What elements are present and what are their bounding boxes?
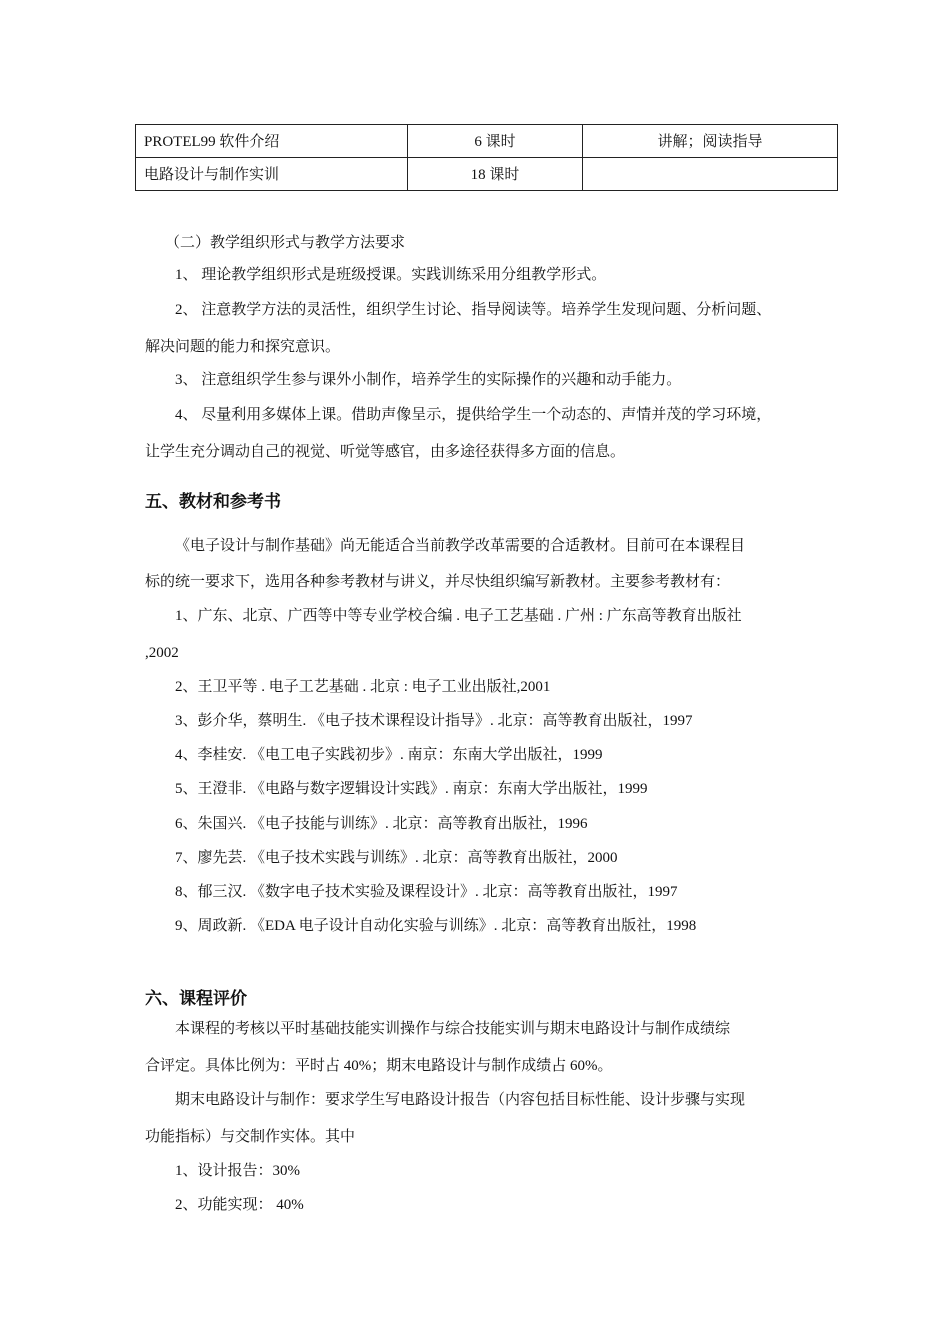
- reference-item: 5、王澄非. 《电路与数字逻辑设计实践》. 南京：东南大学出版社，1999: [175, 781, 648, 797]
- paragraph: 本课程的考核以平时基础技能实训操作与综合技能实训与期末电路设计与制作成绩综: [175, 1021, 731, 1037]
- table-cell: 18 课时: [408, 158, 583, 191]
- list-item: 2、 注意教学方法的灵活性，组织学生讨论、指导阅读等。培养学生发现问题、分析问题、: [175, 302, 772, 318]
- list-item: 2、功能实现： 40%: [175, 1197, 304, 1213]
- reference-item: 4、李桂安. 《电工电子实践初步》. 南京：东南大学出版社，1999: [175, 747, 603, 763]
- table-cell: 6 课时: [408, 125, 583, 158]
- list-item: 1、 理论教学组织形式是班级授课。实践训练采用分组教学形式。: [175, 267, 607, 283]
- table-row: [136, 125, 838, 158]
- table-cell: [583, 158, 838, 191]
- paragraph: 期末电路设计与制作：要求学生写电路设计报告（内容包括目标性能、设计步骤与实现: [175, 1092, 746, 1108]
- reference-item: 3、彭介华，蔡明生. 《电子技术课程设计指导》. 北京：高等教育出版社，1997: [175, 713, 693, 729]
- list-item: 1、设计报告：30%: [175, 1163, 300, 1179]
- paragraph: 合评定。具体比例为：平时占 40%；期末电路设计与制作成绩占 60%。: [145, 1058, 613, 1074]
- table-cell: 电路设计与制作实训: [136, 158, 408, 191]
- list-item-continuation: 让学生充分调动自己的视觉、听觉等感官，由多途径获得多方面的信息。: [145, 444, 626, 460]
- paragraph: 功能指标）与交制作实体。其中: [145, 1129, 356, 1145]
- reference-item: 6、朱国兴. 《电子技能与训练》. 北京：高等教育出版社，1996: [175, 816, 588, 832]
- list-item-continuation: 解决问题的能力和探究意识。: [145, 339, 341, 355]
- reference-item: 1、广东、北京、广西等中等专业学校合编 . 电子工艺基础 . 广州 : 广东高等教育出版社: [175, 608, 742, 624]
- subsection-title: （二）教学组织形式与教学方法要求: [165, 235, 406, 251]
- table-cell: PROTEL99 软件介绍: [136, 125, 408, 158]
- paragraph: 《电子设计与制作基础》尚无能适合当前教学改革需要的合适教材。目前可在本课程目: [175, 538, 746, 554]
- list-item: 4、 尽量利用多媒体上课。借助声像呈示，提供给学生一个动态的、声情并茂的学习环境，: [175, 407, 772, 423]
- paragraph: 标的统一要求下，选用各种参考教材与讲义，并尽快组织编写新教材。主要参考教材有：: [145, 574, 731, 590]
- reference-item: 8、郁三汉. 《数字电子技术实验及课程设计》. 北京：高等教育出版社，1997: [175, 884, 678, 900]
- table-cell: 讲解；阅读指导: [583, 125, 838, 158]
- section-heading: 六、课程评价: [145, 989, 247, 1009]
- schedule-table: [135, 124, 838, 191]
- reference-item: 7、廖先芸. 《电子技术实践与训练》. 北京：高等教育出版社，2000: [175, 850, 618, 866]
- reference-item-continuation: ,2002: [145, 645, 179, 661]
- reference-item: 9、周政新. 《EDA 电子设计自动化实验与训练》. 北京：高等教育出版社，1998: [175, 918, 697, 934]
- reference-item: 2、王卫平等 . 电子工艺基础 . 北京 : 电子工业出版社,2001: [175, 679, 551, 695]
- list-item: 3、 注意组织学生参与课外小制作，培养学生的实际操作的兴趣和动手能力。: [175, 372, 682, 388]
- section-heading: 五、教材和参考书: [145, 492, 281, 512]
- table-row: [136, 158, 838, 191]
